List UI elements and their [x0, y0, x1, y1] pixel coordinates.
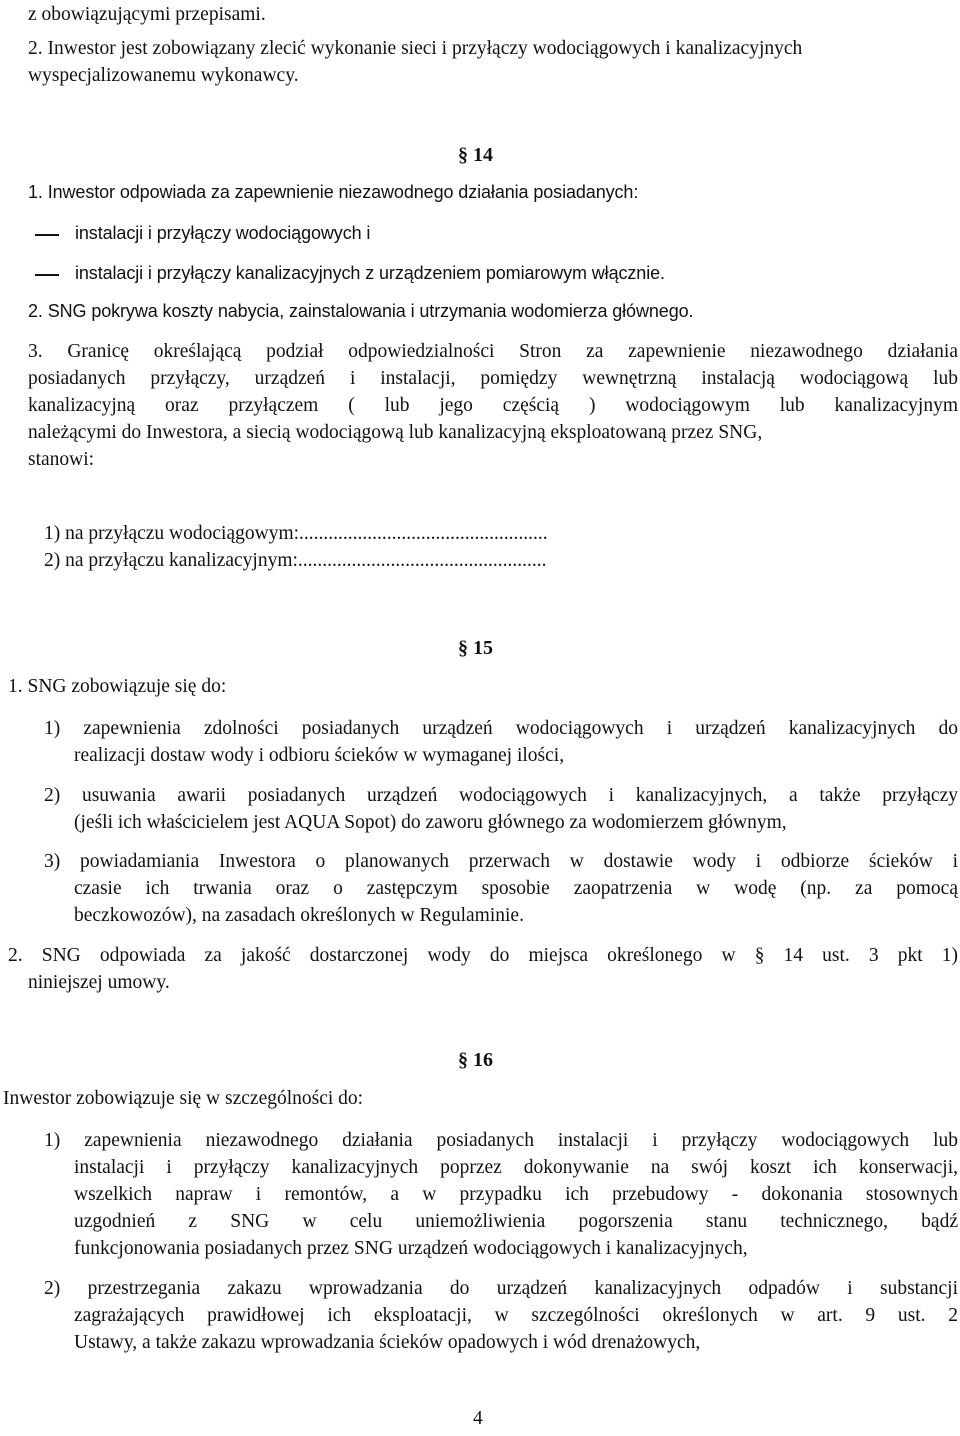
numbered-item-cont: funkcjonowania posiadanych przez SNG urządzeń wodociągowych i kanalizacyjnych,	[74, 1238, 748, 1259]
numbered-item-cont: wszelkich napraw i remontów, a w przypadku ich przebudowy - dokonania stosownych	[74, 1184, 958, 1205]
paragraph-line: 2. Inwestor jest zobowiązany zlecić wykonanie sieci i przyłączy wodociągowych i kanalizacyjnych	[28, 38, 803, 59]
bullet-item: instalacji i przyłączy kanalizacyjnych z urządzeniem pomiarowym włącznie.	[75, 263, 665, 283]
numbered-item-cont: realizacji dostaw wody i odbioru ścieków w wymaganej ilości,	[74, 745, 565, 766]
paragraph-line: 1. Inwestor odpowiada za zapewnienie niezawodnego działania posiadanych:	[28, 182, 639, 202]
numbered-item-cont: beczkowozów), na zasadach określonych w Regulaminie.	[74, 905, 524, 926]
numbered-item: 2) usuwania awarii posiadanych urządzeń wodociągowych i kanalizacyjnych, a także przyłączy	[44, 785, 958, 806]
bullet-dash	[35, 274, 59, 276]
section-heading-14: § 14	[458, 144, 493, 166]
paragraph-line: 3. Granicę określającą podział odpowiedzialności Stron za zapewnienie niezawodnego działania	[28, 341, 958, 362]
page-number: 4	[473, 1408, 483, 1429]
paragraph-line: kanalizacyjną oraz przyłączem ( lub jego częścią ) wodociągowym lub kanalizacyjnym	[28, 395, 958, 416]
numbered-item: 3) powiadamiania Inwestora o planowanych przerwach w dostawie wody i odbiorze ścieków i	[44, 851, 958, 872]
paragraph-line: posiadanych przyłączy, urządzeń i instalacji, pomiędzy wewnętrzną instalacją wodociągową lub	[28, 368, 958, 389]
paragraph-line: należącymi do Inwestora, a siecią wodociągową lub kanalizacyjną eksploatowaną przez SNG,	[28, 422, 763, 443]
numbered-item-cont: instalacji i przyłączy kanalizacyjnych poprzez dokonywanie na swój koszt ich konserwacji,	[74, 1157, 958, 1178]
bullet-dash	[35, 234, 59, 236]
numbered-item-cont: zagrażających prawidłowej ich eksploatacji, w szczególności określonych w art. 9 ust. 2	[74, 1305, 958, 1326]
numbered-item-cont: czasie ich trwania oraz o zastępczym sposobie zaopatrzenia w wodę (np. za pomocą	[74, 878, 958, 899]
numbered-item: 2) na przyłączu kanalizacyjnym:...................................................	[44, 550, 547, 571]
numbered-item: 1) zapewnienia niezawodnego działania posiadanych instalacji i przyłączy wodociągowych lub	[44, 1130, 958, 1151]
paragraph-line: niniejszej umowy.	[28, 972, 170, 993]
numbered-item: 1) zapewnienia zdolności posiadanych urządzeń wodociągowych i urządzeń kanalizacyjnych do	[44, 718, 958, 739]
numbered-item-cont: Ustawy, a także zakazu wprowadzania ścieków opadowych i wód drenażowych,	[74, 1332, 701, 1353]
paragraph-line: 2. SNG odpowiada za jakość dostarczonej wody do miejsca określonego w § 14 ust. 3 pkt 1)	[8, 945, 958, 966]
section-heading-15: § 15	[458, 637, 493, 659]
numbered-item: 1) na przyłączu wodociągowym:...................................................	[44, 523, 548, 544]
numbered-item: 2) przestrzegania zakazu wprowadzania do urządzeń kanalizacyjnych odpadów i substancji	[44, 1278, 958, 1299]
bullet-item: instalacji i przyłączy wodociągowych i	[75, 223, 371, 243]
section-heading-16: § 16	[458, 1049, 493, 1071]
paragraph-line: 1. SNG zobowiązuje się do:	[8, 676, 227, 697]
paragraph-line: stanowi:	[28, 449, 95, 470]
paragraph-line: wyspecjalizowanemu wykonawcy.	[28, 65, 299, 86]
numbered-item-cont: (jeśli ich właścicielem jest AQUA Sopot) do zaworu głównego za wodomierzem głównym,	[74, 812, 787, 833]
numbered-item-cont: uzgodnień z SNG w celu uniemożliwienia pogorszenia stanu technicznego, bądź	[74, 1211, 958, 1232]
paragraph-line: z obowiązującymi przepisami.	[28, 4, 266, 25]
paragraph-line: 2. SNG pokrywa koszty nabycia, zainstalowania i utrzymania wodomierza głównego.	[28, 301, 694, 321]
paragraph-line: Inwestor zobowiązuje się w szczególności do:	[3, 1088, 364, 1109]
